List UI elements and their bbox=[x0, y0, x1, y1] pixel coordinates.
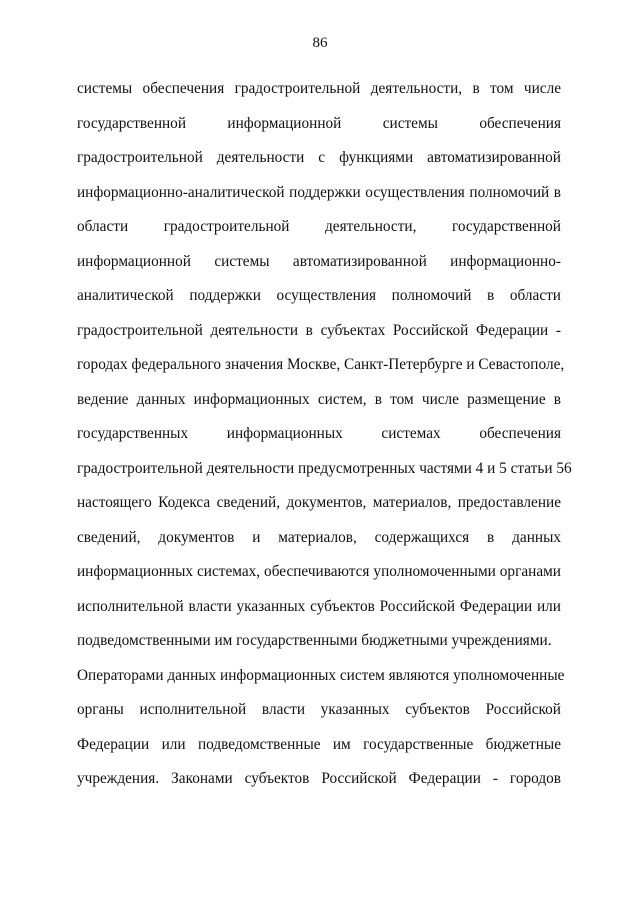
text-line: органы исполнительной власти указанных субъектов Российской bbox=[77, 701, 561, 718]
page-number: 86 bbox=[312, 35, 328, 51]
text-line: градостроительной деятельности в субъектах Российской Федерации - bbox=[77, 321, 561, 339]
text-line: аналитической поддержки осуществления полномочий в области bbox=[77, 287, 561, 304]
text-line: Федерации или подведомственные им государственные бюджетные bbox=[77, 735, 561, 753]
text-line: области градостроительной деятельности, государственной bbox=[77, 218, 561, 235]
text-line: информационно-аналитической поддержки осуществления полномочий в bbox=[77, 183, 561, 201]
text-line: градостроительной деятельности с функциями автоматизированной bbox=[77, 149, 561, 166]
text-line: информационной системы автоматизированной информационно- bbox=[77, 252, 561, 270]
text-line: ведение данных информационных систем, в том числе размещение в bbox=[77, 390, 561, 408]
text-line: градостроительной деятельности предусмотренных частями 4 и 5 статьи 56 bbox=[77, 459, 572, 477]
text-line: настоящего Кодекса сведений, документов, материалов, предоставление bbox=[77, 494, 561, 511]
text-line: Операторами данных информационных систем являются уполномоченные bbox=[77, 666, 565, 684]
text-line: городах федерального значения Москве, Санкт-Петербурге и Севастополе, bbox=[77, 356, 565, 373]
text-line: сведений, документов и материалов, содержащихся в данных bbox=[77, 528, 561, 546]
text-line: учреждения. Законами субъектов Российской Федерации - городов bbox=[77, 770, 561, 787]
text-line: государственной информационной системы обеспечения bbox=[77, 114, 561, 132]
text-line: информационных системах, обеспечиваются уполномоченными органами bbox=[77, 563, 561, 580]
text-line: исполнительной власти указанных субъектов Российской Федерации или bbox=[77, 597, 561, 615]
text-line: подведомственными им государственными бюджетными учреждениями. bbox=[77, 632, 552, 649]
text-line: государственных информационных системах обеспечения bbox=[77, 425, 561, 442]
body-text bbox=[77, 72, 572, 797]
text-line: системы обеспечения градостроительной деятельности, в том числе bbox=[77, 80, 561, 97]
